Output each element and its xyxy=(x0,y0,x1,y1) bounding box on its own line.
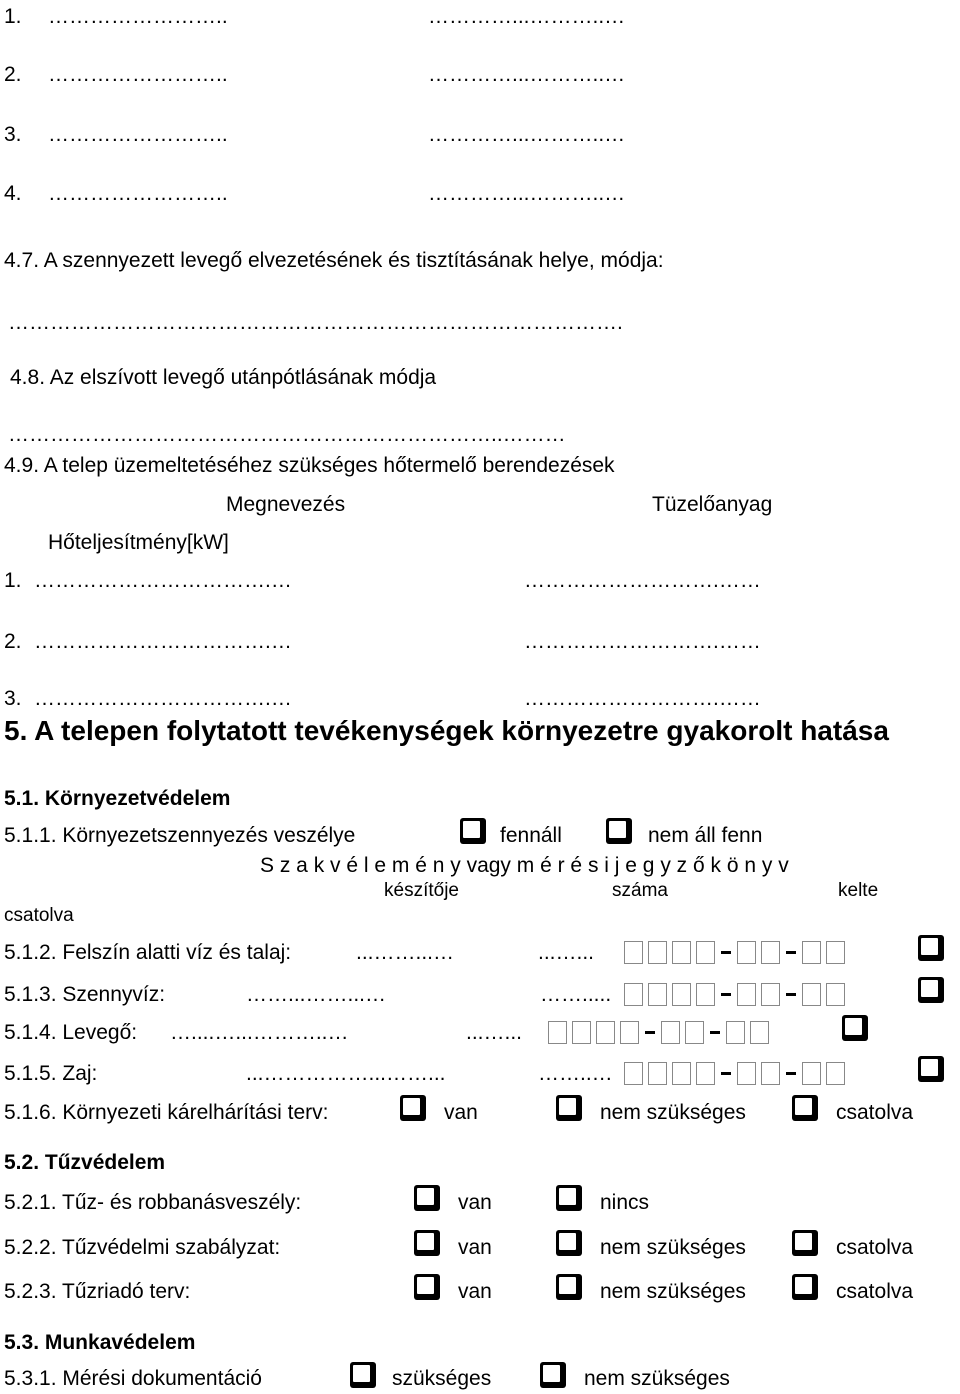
heater-row-3-num: 3. xyxy=(4,687,22,710)
option-riadoterv-van: van xyxy=(458,1280,492,1303)
section-5-3-1-label: 5.3.1. Mérési dokumentáció xyxy=(4,1367,262,1390)
section-5-1-6-label: 5.1.6. Környezeti kárelhárítási terv: xyxy=(4,1101,329,1124)
row-5-1-5-keszitoje-field[interactable]: ...……………...……... xyxy=(246,1062,446,1085)
heater-row-2-field-a[interactable]: …………………………….… xyxy=(34,630,292,653)
section-5-1-title: 5.1. Környezetvédelem xyxy=(4,787,231,810)
option-szabalyzat-csatolva: csatolva xyxy=(836,1236,914,1259)
row-5-1-2-label: 5.1.2. Felszín alatti víz és talaj: xyxy=(4,941,292,964)
checkbox-riadoterv-csatolva[interactable] xyxy=(792,1274,818,1300)
top-line-4-field-b[interactable]: …………...………..… xyxy=(428,182,626,205)
checkbox-tuzveszely-nincs[interactable] xyxy=(556,1185,582,1211)
column-tuzeloanyag: Tüzelőanyag xyxy=(652,493,773,516)
section-4-7-field[interactable]: ……………………………………………………………………………. xyxy=(8,311,623,334)
section-4-9-label: 4.9. A telep üzemeltetéséhez szükséges hőtermelő berendezések xyxy=(4,454,615,477)
top-line-2-field-a[interactable]: …………………….. xyxy=(48,63,228,86)
checkbox-szabalyzat-nem-szukseges[interactable] xyxy=(556,1230,582,1256)
option-karelharitasi-nem-szukseges: nem szükséges xyxy=(600,1101,746,1124)
row-5-1-5-label: 5.1.5. Zaj: xyxy=(4,1062,98,1085)
option-tuzveszely-nincs: nincs xyxy=(600,1191,650,1214)
option-tuzveszely-van: van xyxy=(458,1191,492,1214)
row-5-1-5-date-field[interactable] xyxy=(624,1062,850,1085)
column-szama: száma xyxy=(612,880,668,901)
row-5-1-4-label: 5.1.4. Levegő: xyxy=(4,1021,138,1044)
section-5-2-2-label: 5.2.2. Tűzvédelmi szabályzat: xyxy=(4,1236,281,1259)
row-5-1-3-csatolva-checkbox[interactable] xyxy=(918,977,944,1003)
column-megnevezes: Megnevezés xyxy=(226,493,346,516)
row-5-1-4-keszitoje-field[interactable]: …....…...………..… xyxy=(170,1021,349,1044)
top-line-3-field-a[interactable]: …………………….. xyxy=(48,123,228,146)
heater-row-3-field-a[interactable]: …………………………….… xyxy=(34,687,292,710)
row-5-1-3-date-field[interactable] xyxy=(624,983,850,1006)
expert-report-header: S z a k v é l e m é n y vagy m é r é s i j e g y z ő k ö n y v xyxy=(260,854,789,877)
section-5-title: 5. A telepen folytatott tevékenységek környezetre gyakorolt hatása xyxy=(4,715,889,746)
row-5-1-3-keszitoje-field[interactable]: ……...……...… xyxy=(246,983,387,1006)
checkbox-szabalyzat-van[interactable] xyxy=(414,1230,440,1256)
top-line-3-field-b[interactable]: …………...………..… xyxy=(428,123,626,146)
row-5-1-3-szama-field[interactable]: ……..... xyxy=(540,983,612,1006)
heater-row-2-field-b[interactable]: ……………………….…… xyxy=(524,630,761,653)
checkbox-riadoterv-nem-szukseges[interactable] xyxy=(556,1274,582,1300)
top-line-1-num: 1. xyxy=(4,5,22,28)
option-nem-all-fenn: nem áll fenn xyxy=(648,824,763,847)
option-karelharitasi-csatolva: csatolva xyxy=(836,1101,914,1124)
option-szabalyzat-van: van xyxy=(458,1236,492,1259)
row-5-1-4-csatolva-checkbox[interactable] xyxy=(842,1015,868,1041)
row-5-1-2-keszitoje-field[interactable]: ...……...… xyxy=(356,941,455,964)
checkbox-meres-nem-szukseges[interactable] xyxy=(540,1362,566,1388)
column-keszitoje: készítője xyxy=(384,880,459,901)
top-line-2-field-b[interactable]: …………...………..… xyxy=(428,63,626,86)
section-5-2-title: 5.2. Tűzvédelem xyxy=(4,1151,166,1174)
option-fennall: fennáll xyxy=(500,824,562,847)
top-line-4-field-a[interactable]: …………………….. xyxy=(48,182,228,205)
section-5-1-1-label: 5.1.1. Környezetszennyezés veszélye xyxy=(4,824,356,847)
row-5-1-5-szama-field[interactable]: ……..… xyxy=(538,1062,613,1085)
checkbox-karelharitasi-van[interactable] xyxy=(400,1095,426,1121)
heater-row-3-field-b[interactable]: ……………………….…… xyxy=(524,687,761,710)
heater-row-1-field-b[interactable]: ……………………….…… xyxy=(524,569,761,592)
option-karelharitasi-van: van xyxy=(444,1101,478,1124)
row-5-1-5-csatolva-checkbox[interactable] xyxy=(918,1056,944,1082)
section-5-2-3-label: 5.2.3. Tűzriadó terv: xyxy=(4,1280,191,1303)
section-5-3-title: 5.3. Munkavédelem xyxy=(4,1331,196,1354)
row-5-1-4-date-field[interactable] xyxy=(548,1021,774,1044)
top-line-3-num: 3. xyxy=(4,123,22,146)
checkbox-tuzveszely-van[interactable] xyxy=(414,1185,440,1211)
row-5-1-2-date-field[interactable] xyxy=(624,941,850,964)
option-meres-szukseges: szükséges xyxy=(392,1367,492,1390)
row-5-1-4-szama-field[interactable]: ...…... xyxy=(466,1021,523,1044)
checkbox-szabalyzat-csatolva[interactable] xyxy=(792,1230,818,1256)
heater-row-2-num: 2. xyxy=(4,630,22,653)
row-5-1-2-szama-field[interactable]: ...…... xyxy=(538,941,595,964)
top-line-4-num: 4. xyxy=(4,182,22,205)
heater-row-1-num: 1. xyxy=(4,569,22,592)
option-riadoterv-nem-szukseges: nem szükséges xyxy=(600,1280,746,1303)
column-csatolva: csatolva xyxy=(4,905,74,926)
option-meres-nem-szukseges: nem szükséges xyxy=(584,1367,730,1390)
row-5-1-3-label: 5.1.3. Szennyvíz: xyxy=(4,983,166,1006)
checkbox-karelharitasi-nem-szukseges[interactable] xyxy=(556,1095,582,1121)
section-4-8-field[interactable]: ……………………………………………………………..……… xyxy=(8,423,566,446)
column-kelte: kelte xyxy=(838,880,879,901)
checkbox-meres-szukseges[interactable] xyxy=(350,1362,376,1388)
top-line-2-num: 2. xyxy=(4,63,22,86)
checkbox-nem-all-fenn[interactable] xyxy=(606,818,632,844)
heater-row-1-field-a[interactable]: …………………………….… xyxy=(34,569,292,592)
checkbox-riadoterv-van[interactable] xyxy=(414,1274,440,1300)
row-5-1-2-csatolva-checkbox[interactable] xyxy=(918,935,944,961)
option-szabalyzat-nem-szukseges: nem szükséges xyxy=(600,1236,746,1259)
checkbox-karelharitasi-csatolva[interactable] xyxy=(792,1095,818,1121)
column-hoteljesitmeny: Hőteljesítmény[kW] xyxy=(48,531,229,554)
section-4-7-label: 4.7. A szennyezett levegő elvezetésének és tisztításának helye, módja: xyxy=(4,249,664,272)
section-4-8-label: 4.8. Az elszívott levegő utánpótlásának módja xyxy=(10,366,437,389)
top-line-1-field-b[interactable]: …………...………..… xyxy=(428,5,626,28)
option-riadoterv-csatolva: csatolva xyxy=(836,1280,914,1303)
top-line-1-field-a[interactable]: …………………….. xyxy=(48,5,228,28)
checkbox-fennall[interactable] xyxy=(460,818,486,844)
section-5-2-1-label: 5.2.1. Tűz- és robbanásveszély: xyxy=(4,1191,302,1214)
